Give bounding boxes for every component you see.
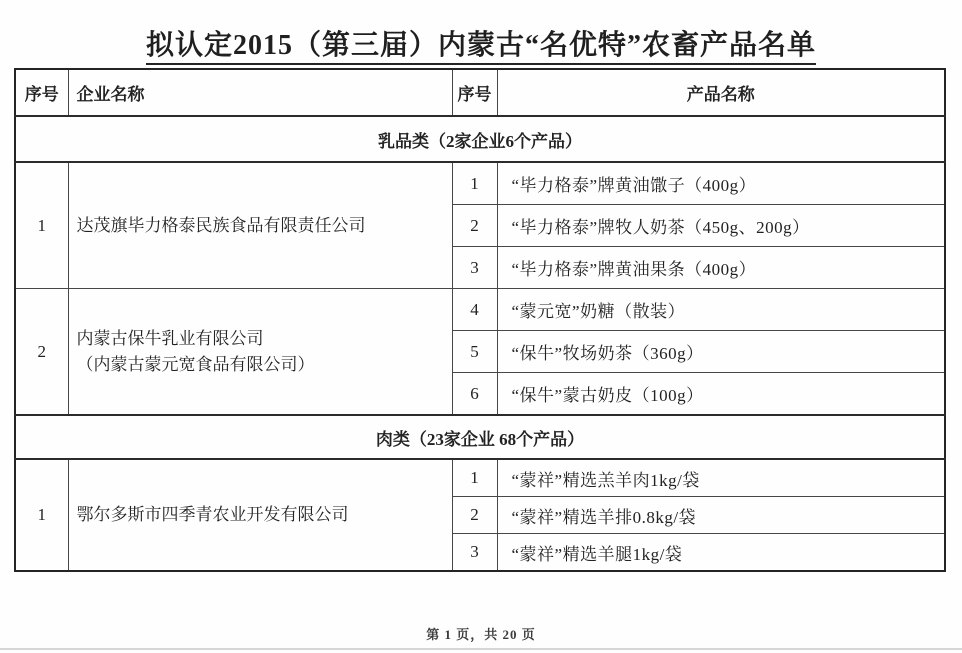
company-name bbox=[68, 289, 452, 416]
company-name-line2: （内蒙古蒙元宽食品有限公司） bbox=[76, 354, 315, 374]
product-seq: 5 bbox=[452, 331, 497, 373]
section-row-dairy bbox=[15, 116, 945, 162]
product-seq: 1 bbox=[452, 459, 497, 497]
header-product-name: 产品名称 bbox=[497, 69, 945, 116]
product-name: “蒙元宽”奶糖（散装） bbox=[497, 289, 945, 331]
header-seq-company: 序号 bbox=[15, 69, 68, 116]
product-name: “毕力格泰”牌牧人奶茶（450g、200g） bbox=[497, 205, 945, 247]
table-row bbox=[15, 162, 945, 205]
product-name: “毕力格泰”牌黄油果条（400g） bbox=[497, 247, 945, 289]
product-seq: 6 bbox=[452, 373, 497, 416]
table-header-row bbox=[15, 69, 945, 116]
product-seq: 3 bbox=[452, 534, 497, 572]
company-seq: 1 bbox=[15, 459, 68, 571]
company-name bbox=[68, 162, 452, 289]
section-label-meat: 肉类（23家企业 68个产品） bbox=[15, 415, 945, 459]
product-seq: 3 bbox=[452, 247, 497, 289]
table-row bbox=[15, 459, 945, 497]
product-seq: 1 bbox=[452, 162, 497, 205]
product-name: “保牛”牧场奶茶（360g） bbox=[497, 331, 945, 373]
company-name-line1: 达茂旗毕力格泰民族食品有限责任公司 bbox=[76, 215, 366, 235]
company-name-line1: 内蒙古保牛乳业有限公司 bbox=[76, 328, 264, 348]
section-label-dairy: 乳品类（2家企业6个产品） bbox=[15, 116, 945, 162]
section-row-meat bbox=[15, 415, 945, 459]
page-title: 拟认定2015（第三届）内蒙古“名优特”农畜产品名单 bbox=[146, 30, 816, 65]
product-name: “蒙祥”精选羔羊肉1kg/袋 bbox=[497, 459, 945, 497]
scan-bottom-edge bbox=[0, 648, 962, 650]
product-name: “蒙祥”精选羊排0.8kg/袋 bbox=[497, 497, 945, 534]
product-seq: 2 bbox=[452, 497, 497, 534]
page-number-footer: 第 1 页，共 20 页 bbox=[426, 627, 536, 642]
product-seq: 4 bbox=[452, 289, 497, 331]
product-name: “毕力格泰”牌黄油馓子（400g） bbox=[497, 162, 945, 205]
header-seq-product: 序号 bbox=[452, 69, 497, 116]
header-company-name: 企业名称 bbox=[68, 69, 452, 116]
company-seq: 2 bbox=[15, 289, 68, 416]
company-name bbox=[68, 459, 452, 571]
product-seq: 2 bbox=[452, 205, 497, 247]
company-seq: 1 bbox=[15, 162, 68, 289]
title-container bbox=[0, 30, 962, 65]
table-row bbox=[15, 289, 945, 331]
products-table bbox=[14, 68, 946, 572]
product-name: “保牛”蒙古奶皮（100g） bbox=[497, 373, 945, 416]
company-name-line1: 鄂尔多斯市四季青农业开发有限公司 bbox=[76, 505, 349, 524]
product-name: “蒙祥”精选羊腿1kg/袋 bbox=[497, 534, 945, 572]
